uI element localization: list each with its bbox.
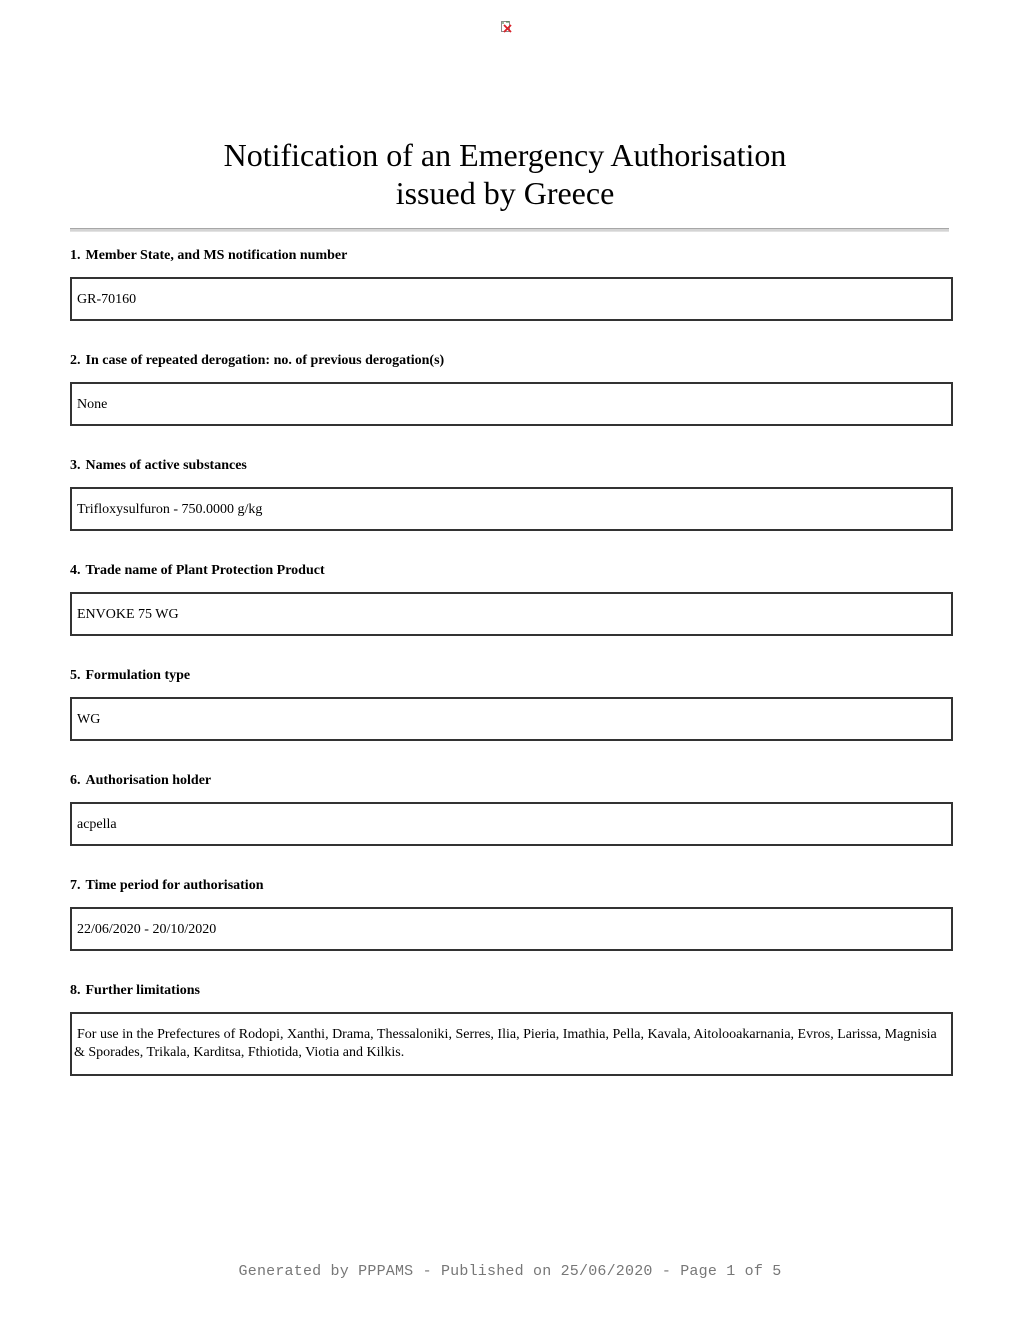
section-number: 8.: [70, 983, 81, 998]
section-value-box: [70, 907, 953, 951]
section-time-period: [70, 877, 953, 951]
section-title: Formulation type: [85, 668, 191, 683]
broken-image-icon: [501, 21, 512, 33]
section-title: Authorisation holder: [85, 773, 212, 788]
section-number: 3.: [70, 458, 81, 473]
section-value-box: [70, 382, 953, 426]
section-heading: [70, 352, 953, 369]
section-repeated-derogation: [70, 352, 953, 426]
section-value: acpella: [77, 817, 117, 832]
section-authorisation-holder: [70, 772, 953, 846]
section-value: WG: [77, 712, 101, 727]
title-divider: [70, 228, 949, 232]
section-number: 5.: [70, 668, 81, 683]
section-value: For use in the Prefectures of Rodopi, Xanthi, Drama, Thessaloniki, Serres, Ilia, Pieria, Imathia, Pella, Kavala, Aitolooakarnania, Evros, Larissa, Magnisia & Sporades, Trikala, Karditsa, Fthiotida, Viotia and Kilkis.: [74, 1027, 937, 1060]
section-heading: [70, 877, 953, 894]
section-heading: [70, 457, 953, 474]
section-title: Further limitations: [85, 983, 200, 998]
section-value: 22/06/2020 - 20/10/2020: [77, 922, 217, 937]
section-formulation-type: [70, 667, 953, 741]
section-number: 1.: [70, 248, 81, 263]
section-number: 6.: [70, 773, 81, 788]
page-title-line-2: issued by Greece: [395, 175, 615, 211]
section-value-box: [70, 697, 953, 741]
section-number: 7.: [70, 878, 81, 893]
section-trade-name: [70, 562, 953, 636]
section-value-box: [70, 1012, 953, 1076]
section-number: 4.: [70, 563, 81, 578]
section-member-state: [70, 247, 953, 321]
section-active-substances: [70, 457, 953, 531]
section-title: Trade name of Plant Protection Product: [85, 563, 325, 578]
section-value-box: [70, 487, 953, 531]
section-value-box: [70, 592, 953, 636]
page-title: [0, 136, 1010, 212]
section-value-box: [70, 802, 953, 846]
section-value: GR-70160: [77, 292, 137, 307]
section-heading: [70, 772, 953, 789]
section-value: Trifloxysulfuron - 750.0000 g/kg: [77, 502, 263, 517]
section-value: None: [77, 397, 108, 412]
section-value: ENVOKE 75 WG: [77, 607, 179, 622]
section-value-box: [70, 277, 953, 321]
section-title: Time period for authorisation: [85, 878, 264, 893]
section-title: In case of repeated derogation: no. of previous derogation(s): [85, 353, 445, 368]
section-heading: [70, 247, 953, 264]
page-footer: Generated by PPPAMS - Published on 25/06/2020 - Page 1 of 5: [238, 1263, 782, 1280]
section-heading: [70, 562, 953, 579]
section-number: 2.: [70, 353, 81, 368]
page-title-line-1: Notification of an Emergency Authorisation: [223, 137, 787, 173]
section-heading: [70, 982, 953, 999]
section-heading: [70, 667, 953, 684]
section-further-limitations: [70, 982, 953, 1076]
section-title: Names of active substances: [85, 458, 247, 473]
section-title: Member State, and MS notification number: [85, 248, 348, 263]
